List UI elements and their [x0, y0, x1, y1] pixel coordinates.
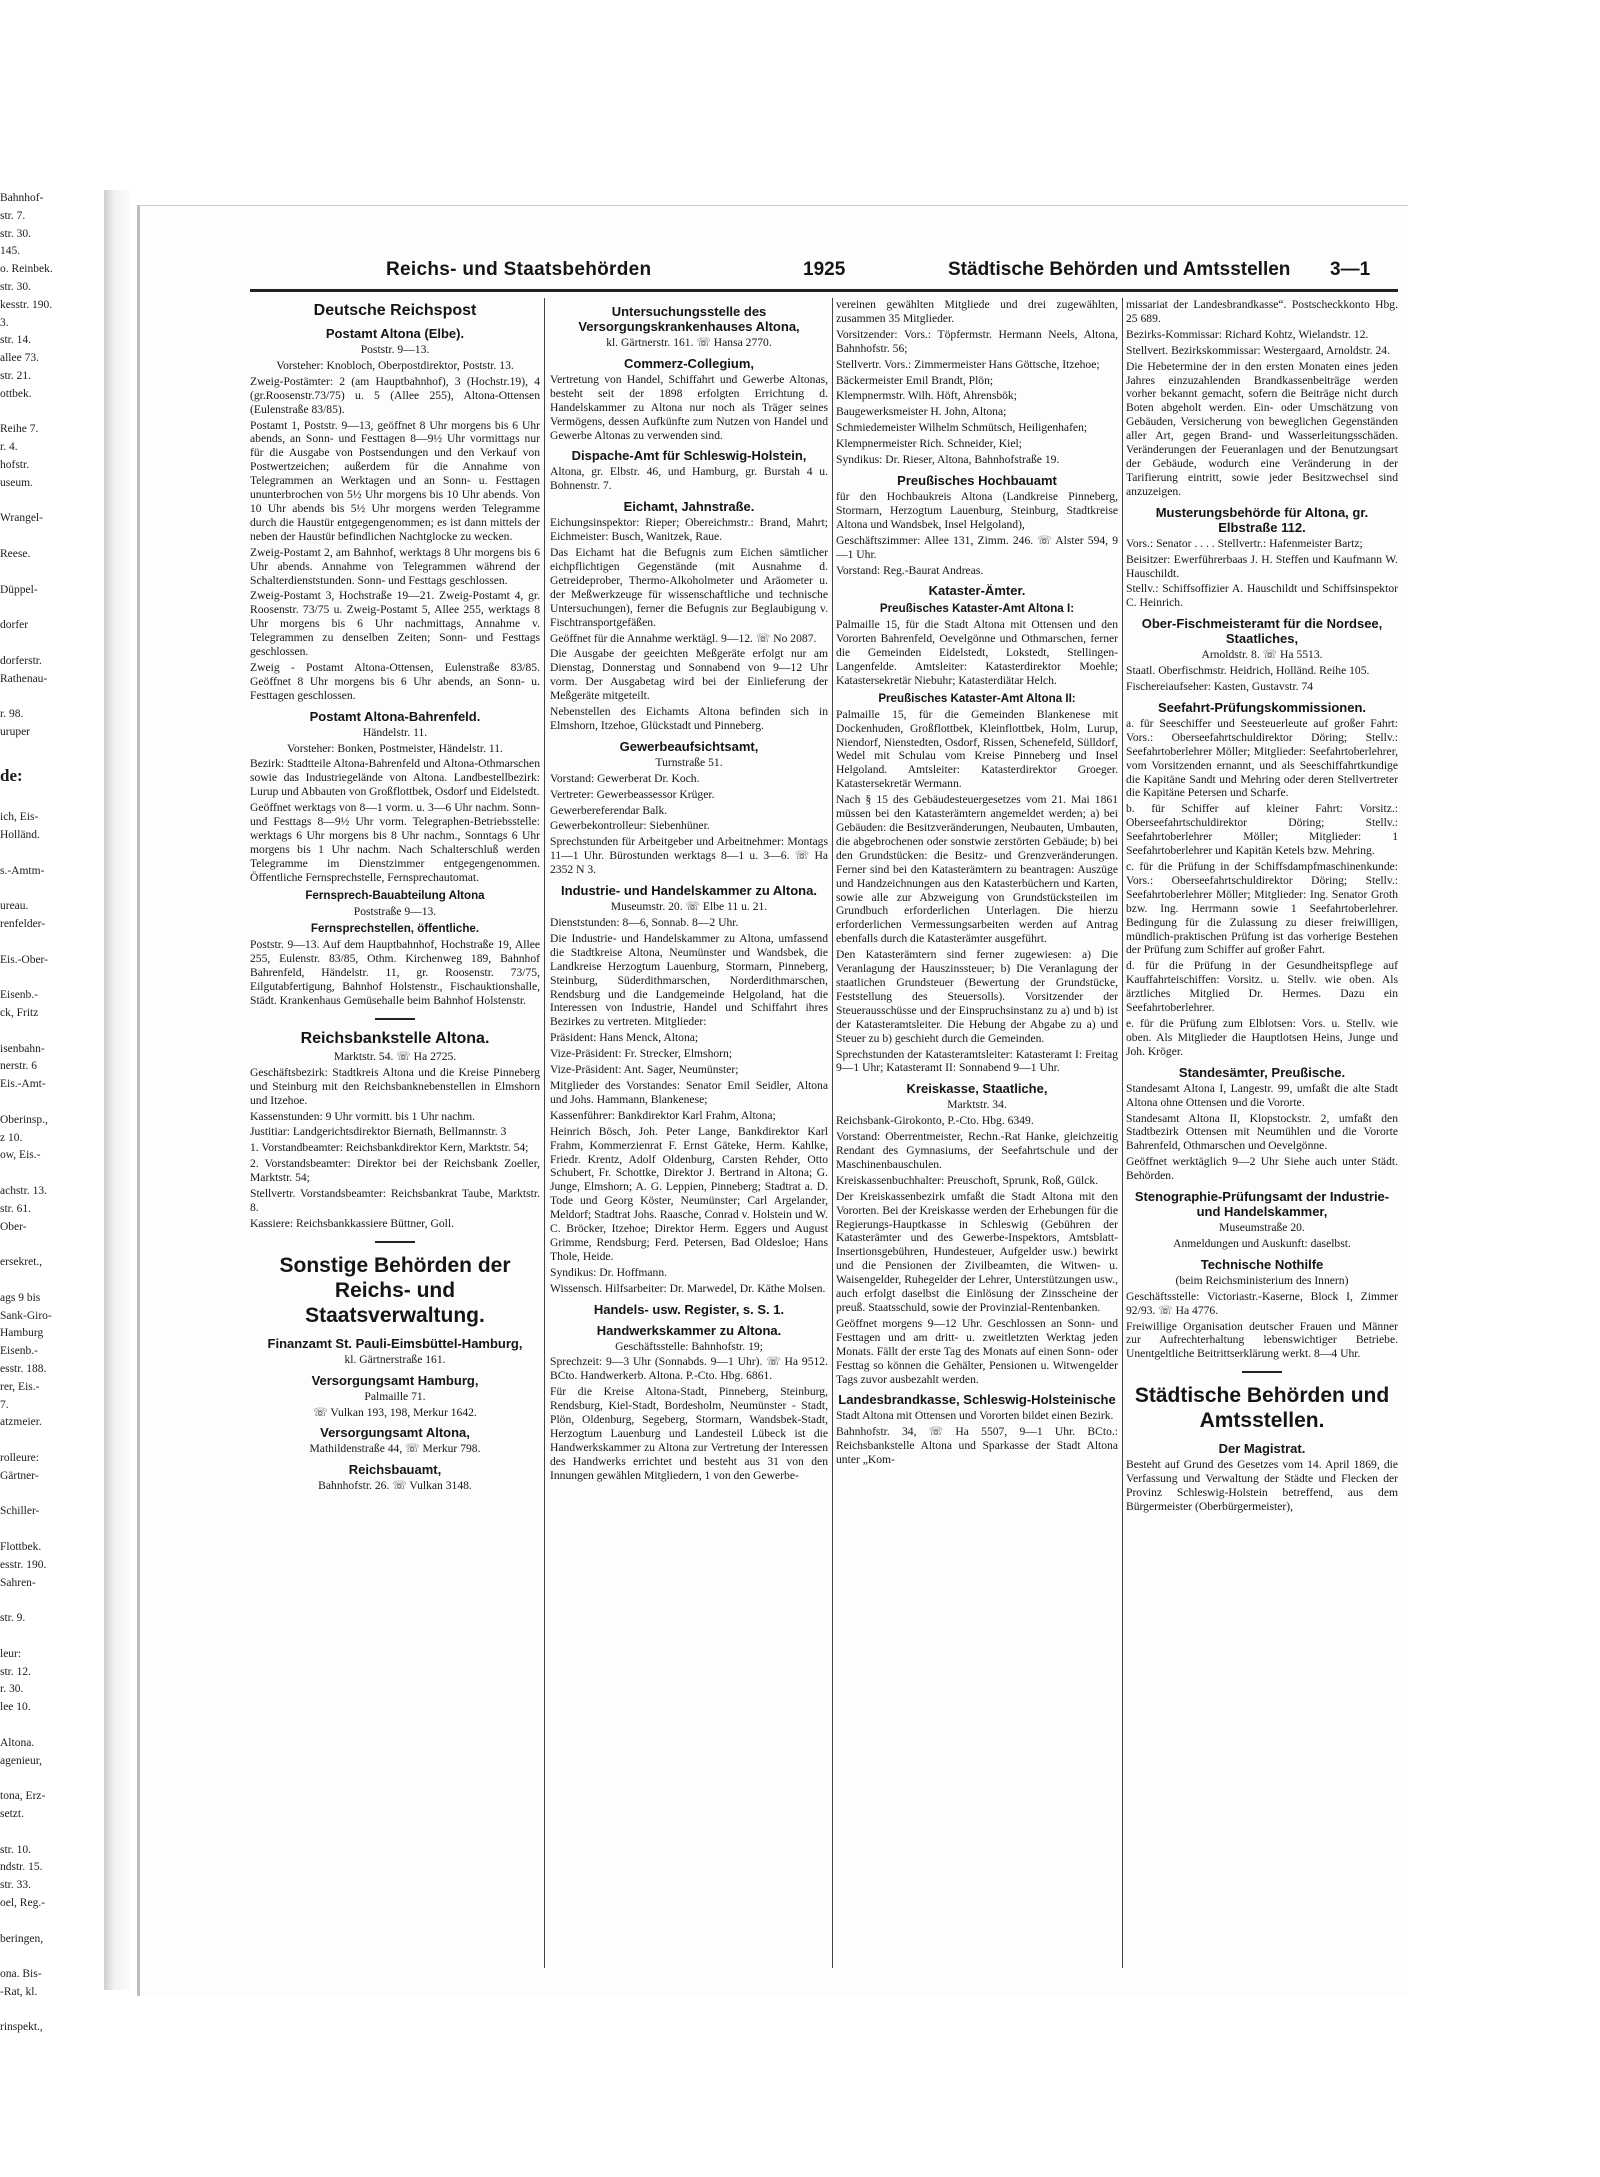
entry-text: Stellvertr. Vors.: Zimmermeister Hans Göttsche, Itzehoe; [836, 357, 1100, 371]
entry-text: Stellvertr. Vorstandsbeamter: Reichsbankrat Taube, Marktstr. 8. [250, 1187, 540, 1214]
entry-line: Vorsteher: Knobloch, Oberpostdirektor, Poststr. 13. [276, 358, 514, 372]
entry-line: Händelstr. 11. [362, 725, 428, 739]
fragment-line [0, 404, 130, 422]
fragment-line: Eisenb.- [0, 1345, 39, 1358]
column-3 [836, 298, 1118, 1968]
fragment-line: ich, Eis- [0, 811, 39, 824]
entry-heading: Preußisches Hochbauamt [897, 472, 1057, 488]
column-1 [250, 298, 540, 1968]
entry-text: Sprechstunden für Arbeitgeber und Arbeitnehmer: Montags 11—1 Uhr. Bürostunden werktags 8—1 u. 3—6. ☏ Ha 2352 N 3. [550, 835, 828, 877]
entry-text: Die Ausgabe der geeichten Meßgeräte erfolgt nur am Dienstag, Donnerstag und Sonnabend von 9—12 Uhr vorm. Der Ausgabetag wird bei der Einlieferung der Meßgeräte mitgeteilt. [550, 647, 828, 703]
fragment-line: Bahnhof- [0, 192, 44, 204]
column-divider [832, 298, 833, 1968]
entry-heading: Handels- usw. Register, s. S. 1. [593, 1301, 785, 1317]
fragment-line [0, 1272, 130, 1290]
entry-text: Vertretung von Handel, Schiffahrt und Gewerbe Altonas, besteht seit der 1898 erfolgten Errichtung d. Handelskammer zu Altona nur noch als Träger seines Vermögens, dessen Aufkünfte zum Nutzen von Handel und Gewerbe Altonas zu verwenden sind. [550, 372, 828, 442]
part-heading: Sonstige Behörden der Reichs- und Staatsverwaltung. [279, 1253, 511, 1327]
column-4 [1126, 298, 1398, 1968]
running-header [140, 206, 1408, 280]
entry-text: b. für Schiffer auf kleiner Fahrt: Vorsitz.: Oberseefahrtschuldirektor Döring; Stellv.: Seefahrtoberlehrer Möller; Mitglieder: 1 Seefahrtoberlehrer und Kapitän Ketels bzw. Mehring. [1126, 802, 1398, 858]
separator-rule [1242, 1371, 1282, 1373]
entry-heading: Musterungsbehörde für Altona, gr. Elbstraße 112. [1155, 504, 1369, 535]
entry-line: kl. Gärtnerstr. 161. ☏ Hansa 2770. [606, 336, 772, 349]
entry-heading: Der Magistrat. [1218, 1441, 1306, 1457]
entry-text: Eichungsinspektor: Rieper; Obereichmstr.: Brand, Mahrt; Eichmeister: Busch, Wanitzek, Raue. [550, 516, 828, 544]
entry-text: missariat der Landesbrandkasse“. Postscheckkonto Hbg. 25 689. [1126, 298, 1398, 325]
fragment-line: str. 33. [0, 1879, 31, 1892]
entry-heading: Postamt Altona-Bahrenfeld. [309, 708, 481, 724]
entry-text: Postamt 1, Poststr. 9—13, geöffnet 8 Uhr morgens bis 6 Uhr abends, an Sonn- und Festtagen 8—9½ Uhr vormittags nur für die Ausgabe von Postsendungen und den Verkauf von Postwertzeichen; außerdem für die Annahme von Telegrammen an Werktagen und an Sonn- u. Festtagen ununterbrochen von 5½ Uhr morgens bis 10 Uhr abends. Von 10 Uhr abends bis 5½ Uhr morgens werden Telegramme durch die Haustür entgegengenommen; es ist dann mittels der neben der Haustür befindlichen Nachtglocke zu wecken. [250, 418, 540, 543]
entry-heading: Commerz-Collegium, [623, 355, 754, 371]
part-heading: Städtische Behörden und Amtsstellen. [1134, 1384, 1390, 1433]
fragment-line: str. 21. [0, 369, 31, 382]
fragment-line [0, 688, 130, 706]
fragment-line: lee 10. [0, 1701, 31, 1714]
fragment-line [0, 1486, 130, 1504]
entry-text: Geöffnet werktags von 8—1 vorm. u. 3—6 Uhr nachm. Sonn- und Festtags 8—9½ Uhr vorm. Telegraphen-Betriebsstelle: werktags 6 Uhr morgens bis 8 Uhr nachm., Sonntags 6 Uhr morgens bis 1 Uhr nachm. Nach Schalterschluß werden Telegramme im Dienstzimmer entgegengenommen. Öffentliche Fernsprechstelle, Fernsprechautomat. [250, 801, 540, 884]
fragment-line: achstr. 13. [0, 1185, 47, 1198]
fragment-line: ottbek. [0, 387, 32, 400]
entry-text: Nach § 15 des Gebäudesteuergesetzes vom 21. Mai 1861 müssen bei den Katasterämtern angemeldet werden; a) bei Gebäuden: die Besitzveränderungen, Neubauten, Umbauten, die abgebrochenen oder sonstwie zerstörten Gebäude; b) bei den Grundstücken: die Besitz- und Grenzveränderungen. Ferner sind bei den Katasterämtern zu beantragen: Auszüge und Handzeichnungen aus den Katasterbüchern und Karten, sowie alle zur Abzweigung von Grundstücksteilen im Grundbuch erforderlichen Unterlagen. Die hierzu erforderlichen Vermessungsarbeiten werden auf Antrag ebenfalls durch die Katasterämter ausgeführt. [836, 793, 1118, 946]
fragment-line: Düppel- [0, 583, 38, 596]
entry-text: Standesamt Altona II, Klopstockstr. 2, umfaßt den Stadtbezirk Ottensen mit Neumühlen und die Vororte Bahrenfeld, Othmarschen und Oevelgönne. [1126, 1111, 1398, 1153]
header-right-title: Städtische Behörden und Amtsstellen [948, 259, 1291, 280]
entry-text: Gewerbereferendar Balk. [550, 803, 668, 817]
directory-page [137, 205, 1408, 1996]
entry-text: 1. Vorstandbeamter: Reichsbankdirektor Kern, Marktstr. 54; [250, 1141, 529, 1155]
entry-text: e. für die Prüfung zum Elblotsen: Vors. u. Stellv. wie oben. Als Mitglieder die Hauptlotsen Heins, Junge und Joh. Kröger. [1126, 1016, 1398, 1058]
fragment-line: rolleure: [0, 1451, 39, 1464]
entry-text: Poststr. 9—13. Auf dem Hauptbahnhof, Hochstraße 19, Allee 255, Eulenstr. 83/85, Othm. Kirchenweg 189, Bahnhof Bahrenfeld, Händelstr. 11, gr. Roosenstr. 73/75, Eilgutabfertigung, Bahnhof Holstenstr., Fischauktionshalle, Städt. Krankenhaus Gemüsehalle beim Bahnhof Holstenstr. [250, 938, 540, 1007]
fragment-line: Hamburg [0, 1327, 44, 1340]
entry-heading: Stenographie-Prüfungsamt der Industrie- und Handelskammer, [1134, 1189, 1390, 1220]
entry-text: Vors.: Senator . . . . Stellvertr.: Hafenmeister Bartz; [1126, 536, 1363, 550]
entry-text: Vorstand: Reg.-Baurat Andreas. [836, 563, 984, 577]
entry-heading: Kataster-Ämter. [928, 583, 1026, 599]
entry-text: Wissensch. Hilfsarbeiter: Dr. Marwedel, Dr. Käthe Molsen. [550, 1281, 826, 1295]
entry-text: Stellvert. Bezirkskommissar: Westergaard, Arnoldstr. 24. [1126, 343, 1390, 357]
entry-line: Bahnhofstr. 26. ☏ Vulkan 3148. [318, 1479, 472, 1493]
entry-line: ☏ Vulkan 193, 198, Merkur 1642. [313, 1405, 477, 1419]
entry-heading: Untersuchungsstelle des Versorgungskrankenhauses Altona, [578, 304, 800, 334]
fragment-line: str. 30. [0, 280, 31, 293]
entry-text: Die Hebetermine der in den ersten Monaten eines jeden Jahres einzuzahlenden Brandkassenbeiträge werden vorher bekannt gemacht, sofern die Beiträge nicht durch Boten abgeholt werden. Ein- oder Umschätzung von Gebäuden, Versicherung von beweglichen Gegenständen aller Art, gegen Brand- und Wasserleitungsschäden. Veränderungen der Feueranlagen und der Benutzungsart der Gebäude, wodurch eine Veränderung in der Tarifierung eintritt, sowie jeder Besitzwechsel sind anzuzeigen. [1126, 359, 1398, 498]
fragment-line: Flottbek. [0, 1540, 42, 1553]
entry-text: Geöffnet werktäglich 9—2 Uhr Siehe auch unter Städt. Behörden. [1126, 1155, 1398, 1183]
entry-text: Palmaille 15, für die Gemeinden Blankenese mit Dockenhuden, Großflottbek, Kleinflottbek, Holm, Lurup, Niendorf, Nienstedten, Osdorf, Rissen, Schenefeld, Sülldorf, Wedel mit Schulau vom Kreise Pinneberg und Insel Helgoland. Amtsleiter: Katasterdirektor Groeger. Katastersekretär Wermann. [836, 707, 1118, 791]
fragment-line: ags 9 bis [0, 1291, 41, 1304]
fragment-line: leur: [0, 1647, 22, 1660]
entry-text: Heinrich Bösch, Joh. Peter Lange, Bankdirektor Karl Frahm, Kommerzienrat F. Ernst Gäteke, Herm. Kahlke, Friedr. Krentz, Adolf Oldenburg, Carsten Rehder, Otto Schubert, Fr. Schottke, Direktor J. Bertrand in Altona; G. Junge, Elmshorn; A. G. Leppien, Pinneberg; Stadtrat a. D. Tode und Georg Köster, Neumünster; Carl Argelander, Meldorf; Stadtrat Johs. Raasche, Conrad v. Holstein und W. C. Bröcker, Itzehoe; Direktor Herm. Eggers und August Grimme, Rendsburg; Ferd. Petersen, Bad Oldesloe; Hans Thole, Heide. [550, 1124, 828, 1263]
entry-text: Reichsbank-Girokonto, P.-Cto. Hbg. 6349. [836, 1114, 1034, 1128]
fragment-line [0, 1717, 130, 1735]
fragment-line [0, 1094, 130, 1112]
entry-heading: Finanzamt St. Pauli-Eimsbüttel-Hamburg, [267, 1335, 523, 1351]
fragment-line [0, 1948, 130, 1966]
fragment-line: renfelder- [0, 918, 46, 931]
fragment-line: rinspekt., [0, 2021, 43, 2034]
entry-line: Vorsteher: Bonken, Postmeister, Händelstr. 11. [287, 741, 503, 755]
fragment-line [0, 792, 130, 810]
fragment-line: esstr. 190. [0, 1558, 47, 1571]
header-rule [250, 289, 1398, 292]
entry-text: Vorstand: Gewerberat Dr. Koch. [550, 771, 700, 785]
fragment-line: Gärtner- [0, 1469, 39, 1482]
fragment-line [0, 564, 130, 582]
fragment-line: agenieur, [0, 1754, 43, 1767]
entry-text: Zweig-Postamt 2, am Bahnhof, werktags 8 Uhr morgens bis 6 Uhr abends. Annahme von Telegrammen während der Schalterdienststunden. Sonn- und Festtags geschlossen. [250, 545, 540, 587]
fragment-line [0, 1824, 130, 1842]
fragment-line: ona. Bis- [0, 1968, 42, 1981]
fragment-line: 3. [0, 316, 9, 329]
fragment-line: Eis.-Ober- [0, 953, 48, 966]
entry-text: Dienststunden: 8—6, Sonnab. 8—2 Uhr. [550, 916, 739, 929]
entry-line: Marktstr. 54. ☏ Ha 2725. [333, 1049, 457, 1063]
entry-text: Vorstand: Oberrentmeister, Rechn.-Rat Hanke, gleichzeitig Rendant des Gymnasiums, der Seefahrtschule und der Maschinenbauschulen. [836, 1130, 1118, 1171]
entry-heading: Industrie- und Handelskammer zu Altona. [561, 883, 817, 899]
entry-text: a. für Seeschiffer und Seesteuerleute auf großer Fahrt: Vors.: Oberseefahrtschuldirektor Döring; Stellv.: Seefahrtoberlehrer Möller; Mitglieder: Seefahrtoberlehrer, vom Vorsitzenden ernannt, und als Seeschiffahrtkundige die Kapitäne Sandt und Mehring oder deren Stellvertreter die Kapitäne Petersen und Scharfe. [1126, 716, 1398, 800]
fragment-line [0, 1521, 130, 1539]
entry-text: Zweig-Postämter: 2 (am Hauptbahnhof), 3 (Hochstr.19), 4 (gr.Roosenstr.73/75) u. 5 (Allee 255), Altona-Ottensen (Eulenstraße 83/85). [250, 374, 540, 416]
fragment-line [0, 1913, 130, 1931]
fragment-line: Rathenau- [0, 672, 48, 685]
fragment-line: Ober- [0, 1220, 27, 1233]
fragment-line: setzt. [0, 1807, 24, 1820]
sub-heading: Preußisches Kataster-Amt Altona I: [879, 602, 1075, 616]
section-heading: Reichsbankstelle Altona. [300, 1029, 490, 1047]
fragment-line [0, 1023, 130, 1041]
fragment-line: str. 7. [0, 209, 26, 222]
entry-text: Justitiar: Landgerichtsdirektor Biernath, Bellmannstr. 3 [250, 1125, 507, 1139]
entry-line: Turnstraße 51. [655, 755, 723, 769]
header-left-title: Reichs- und Staatsbehörden [386, 259, 652, 280]
entry-text: Geschäftszimmer: Allee 131, Zimm. 246. ☏ Alster 594, 9—1 Uhr. [836, 533, 1118, 561]
entry-heading: Kreiskasse, Staatliche, [906, 1081, 1048, 1097]
entry-text: Kreiskassenbuchhalter: Preuschoft, Sprunk, Roß, Gülck. [836, 1173, 1099, 1187]
fragment-line: beringen, [0, 1932, 44, 1945]
fragment-line [0, 493, 130, 511]
entry-text: c. für die Prüfung in der Schiffsdampfmaschinenkunde: Vors.: Oberseefahrtschuldirektor Döring; Stellv.: Seefahrtoberlehrer Möller; Mitglieder: Ing. Senator Groth bzw. Ing. Herrmann sowie 1 Seefahrtoberlehrer. Bedingung für die Zulassung zu dieser freiwilligen, mündlich-praktischen Prüfung ist das vorherige Bestehen der Prüfung zum Schiffer auf großer Fahrt. [1126, 860, 1398, 957]
fragment-line: 145. [0, 245, 21, 258]
fragment-line: o. Reinbek. [0, 263, 53, 276]
fragment-line: z 10. [0, 1131, 23, 1144]
entry-heading: Technische Nothilfe [1200, 1256, 1324, 1272]
entry-text: Kassiere: Reichsbankkassiere Büttner, Goll. [250, 1216, 454, 1230]
entry-heading: Reichsbauamt, [348, 1462, 442, 1478]
fragment-line [0, 1770, 130, 1788]
fragment-line: allee 73. [0, 352, 39, 365]
fragment-line: ck, Fritz [0, 1007, 39, 1020]
entry-text: Vorsitzender: Vors.: Töpfermstr. Hermann Neels, Altona, Bahnhofstr. 56; [836, 327, 1118, 355]
entry-line: Geschäftsstelle: Bahnhofstr. 19; [615, 1339, 763, 1353]
entry-text: Stellv.: Schiffsoffizier A. Hauschildt und Schiffsinspektor C. Heinrich. [1126, 582, 1398, 610]
entry-heading: Seefahrt-Prüfungskommissionen. [1157, 699, 1367, 715]
entry-heading: Standesämter, Preußische. [1178, 1064, 1346, 1080]
entry-text: Geschäftsbezirk: Stadtkreis Altona und die Kreise Pinneberg und Steinburg mit den Reichsbanknebenstellen in Elmshorn und Itzehoe. [250, 1065, 540, 1107]
fragment-line: nerstr. 6 [0, 1060, 38, 1073]
column-divider [1122, 298, 1123, 1968]
entry-text: Der Kreiskassenbezirk umfaßt die Stadt Altona mit den Vororten. Bei der Kreiskasse werden der Erhebungen für die Regierungs-Hauptkasse in Schleswig (Gebühren der Katasterämter und des Gewerbe-Inspektors, Amtsblatt-Insertionsgebühren, Hundesteuer, Aufgelder usw.) bewirkt und die Pensionen der Zivilbeamten, die Witwen- u. Waisengelder, Ruhegelder der Lehrer, Unterstützungen usw., auch erfolgt daselbst die Einlösung der Zinsscheine der preuß. Staatsschuld, sowie der Provinzial-Rentenbanken. [836, 1189, 1118, 1314]
entry-text: Den Katasterämtern sind ferner zugewiesen: a) Die Veranlagung der Hauszinssteuer; b) Die Veranlagung der staatlichen Grundsteuer (Bewertung der Grundstücke, Feststellung des Steuersolls). Vorsitzender der Steuerausschüsse und der Einspruchsinstanz zu a) und b) ist der Katasteramtsleiter. Die Hebung der Abgabe zu a) und Steuer zu b) geschieht durch die Gemeinden. [836, 948, 1118, 1045]
entry-text: Nebenstellen des Eichamts Altona befinden sich in Elmshorn, Itzehoe, Glückstadt und Pinneberg. [550, 705, 828, 732]
entry-text: Die Industrie- und Handelskammer zu Altona, umfassend die Stadtkreise Altona, Neumünster und Wandsbek, die Landkreise Herzogtum Lauenburg, Stormarn, Pinneberg, Steinburg, Süderdithmarschen, Norderdithmarschen, Rendsburg und die Landgemeinde Helgoland, hat die Interessen von Industrie, Handel und Schiffahrt ihres Bezirkes zu vertreten. Mitglieder: [550, 931, 828, 1029]
fragment-line: str. 30. [0, 227, 31, 240]
fragment-line: de: [0, 765, 23, 785]
entry-text: Zweig - Postamt Altona-Ottensen, Eulenstraße 83/85. Geöffnet 8 Uhr morgens bis 6 Uhr abends, an Sonn- u. Festtagen geschlossen. [250, 660, 540, 702]
fragment-line [0, 1592, 130, 1610]
entry-text: Syndikus: Dr. Hoffmann. [550, 1265, 668, 1279]
fragment-line: Oberinsp., [0, 1113, 48, 1126]
fragment-line: str. 61. [0, 1202, 31, 1215]
entry-line: Museumstr. 20. ☏ Elbe 11 u. 21. [610, 900, 768, 914]
separator-rule [375, 1018, 415, 1020]
entry-text: d. für die Prüfung in der Gesundheitspflege auf Kauffahrteischiffen: Vorsitz. u. Stellv. wie oben. Als ärztliches Mitglied Dr. Hermes. Dazu ein Seefahrtoberlehrer. [1126, 959, 1398, 1015]
entry-heading: Postamt Altona (Elbe). [325, 326, 465, 341]
entry-text: Vize-Präsident: Fr. Strecker, Elmshorn; [550, 1047, 733, 1061]
entry-text: Kassenführer: Bankdirektor Karl Frahm, Altona; [550, 1108, 776, 1122]
fragment-line: s.-Amtm- [0, 864, 45, 877]
fragment-line [0, 1165, 130, 1183]
fragment-line [0, 599, 130, 617]
fragment-line: esstr. 188. [0, 1363, 47, 1375]
fragment-line [0, 742, 130, 760]
fragment-line: ersekret., [0, 1256, 43, 1269]
column-2 [550, 298, 828, 1968]
entry-heading: Dispache-Amt für Schleswig-Holstein, [571, 448, 807, 464]
entry-heading: Gewerbeaufsichtsamt, [619, 738, 759, 754]
fragment-line: Holländ. [0, 829, 40, 842]
fragment-line: Reihe 7. [0, 423, 39, 436]
fragment-line [0, 1628, 130, 1646]
entry-text: Sprechzeit: 9—3 Uhr (Sonnabds. 9—1 Uhr). ☏ Ha 9512. BCto. Handwerkerb. Altona. P.-Cto. Hbg. 6861. [550, 1355, 828, 1383]
fragment-line: Wrangel- [0, 512, 43, 525]
sub-heading: Preußisches Kataster-Amt Altona II: [878, 691, 1076, 705]
entry-line: Poststraße 9—13. [353, 904, 437, 918]
fragment-line: Schiller- [0, 1505, 40, 1518]
fragment-line: dorferstr. [0, 654, 42, 667]
entry-text: Bäckermeister Emil Brandt, Plön; [836, 373, 994, 387]
column-divider [544, 298, 545, 1968]
fragment-line: dorfer [0, 619, 29, 632]
fragment-line: Eisenb.- [0, 989, 39, 1002]
entry-text: Besteht auf Grund des Gesetzes vom 14. April 1869, die Verfassung und Verwaltung der Städte und Flecken der Provinz Schleswig-Holstein betreffend, aus dem Bürgermeister (Oberbürgermeister), [1126, 1458, 1398, 1513]
fragment-line: ow, Eis.- [0, 1149, 41, 1162]
entry-text: Vize-Präsident: Ant. Sager, Neumünster; [550, 1063, 739, 1077]
fragment-line [0, 528, 130, 546]
entry-line: Museumstraße 20. [1219, 1221, 1305, 1235]
entry-line: Marktstr. 34. [947, 1098, 1007, 1112]
fragment-line [0, 845, 130, 863]
entry-line: Palmaille 71. [364, 1389, 426, 1403]
entry-line: Arnoldstr. 8. ☏ Ha 5513. [1201, 648, 1323, 662]
entry-text: Palmaille 15, für die Stadt Altona mit Ottensen und den Vororten Bahrenfeld, Oevelgönne und Othmarschen, ferner die Gemeinden Eidelstedt, Lokstedt, Stellingen-Langenfelde. Amtsleiter: Katasterdirektor Moehle; Katastersekretär Niebuhr; Katasterdiätar Helch. [836, 618, 1118, 687]
entry-line: kl. Gärtnerstraße 161. [344, 1352, 446, 1366]
fragment-line: -Rat, kl. [0, 1985, 38, 1998]
sub-heading: Fernsprech-Bauabteilung Altona [305, 888, 485, 902]
entry-line: Mathildenstraße 44, ☏ Merkur 798. [309, 1442, 481, 1456]
fragment-line: r. 4. [0, 441, 18, 454]
entry-text: Freiwillige Organisation deutscher Frauen und Männer zur Aufrechterhaltung lebenswichtiger Betriebe. Unentgeltliche Beitrittserklärung werkt. 8—4 Uhr. [1126, 1319, 1398, 1361]
fragment-line: str. 9. [0, 1612, 26, 1625]
fragment-line: Sank-Giro- [0, 1309, 52, 1322]
entry-line: Anmeldungen und Auskunft: daselbst. [1173, 1236, 1351, 1250]
entry-heading: Landesbrandkasse, Schleswig-Holsteinische [838, 1392, 1116, 1408]
entry-text: Stadt Altona mit Ottensen und Vororten bildet einen Bezirk. [836, 1409, 1114, 1423]
fragment-line: isenbahn- [0, 1042, 45, 1055]
entry-line: (beim Reichsministerium des Innern) [1175, 1273, 1349, 1287]
fragment-line: Sahren- [0, 1576, 36, 1589]
fragment-line [0, 1432, 130, 1450]
fragment-line: uruper [0, 725, 31, 738]
entry-text: Schmiedemeister Wilhelm Schmütsch, Heiligenhafen; [836, 421, 1088, 435]
fragment-line: 7. [0, 1398, 9, 1411]
entry-heading: Versorgungsamt Altona, [320, 1425, 470, 1441]
entry-text: Syndikus: Dr. Rieser, Altona, Bahnhofstraße 19. [836, 453, 1060, 467]
fragment-line: str. 14. [0, 334, 31, 347]
fragment-line: r. 30. [0, 1683, 24, 1696]
entry-text: Das Eichamt hat die Befugnis zum Eichen sämtlicher eichpflichtigen Gegenstände (mit Ausnahme d. Getreideprober, Thermo-Alkoholmeter und Aräometer u. der Meßwerkzeuge für wissenschaftliche und technische Untersuchungen), ferner die Befugnis zur Beglaubigung v. Fischtransportgefäßen. [550, 546, 828, 629]
fragment-line: tona, Erz- [0, 1790, 46, 1803]
fragment-line [0, 934, 130, 952]
section-heading: Deutsche Reichspost [313, 302, 477, 319]
entry-text: Präsident: Hans Menck, Altona; [550, 1031, 699, 1045]
entry-text: Fischereiaufseher: Kasten, Gustavstr. 74 [1126, 680, 1314, 694]
fragment-line: Eis.-Amt- [0, 1078, 46, 1091]
entry-text: Bezirks-Kommissar: Richard Kohtz, Wielandstr. 12. [1126, 327, 1369, 341]
fragment-line: hofstr. [0, 458, 30, 471]
entry-text: für den Hochbaukreis Altona (Landkreise Pinneberg, Stormarn, Herzogtum Lauenburg, Steinburg, Stadtkreise Altona und Wandsbek, Insel Helgoland), [836, 489, 1118, 531]
fragment-line: atzmeier. [0, 1416, 42, 1429]
header-year: 1925 [803, 259, 846, 280]
entry-text: 2. Vorstandsbeamter: Direktor bei der Reichsbank Zoeller, Marktstr. 54; [250, 1157, 540, 1185]
entry-text: Staatl. Oberfischmstr. Heidrich, Holländ. Reihe 105. [1126, 664, 1370, 678]
fragment-line [0, 635, 130, 653]
previous-page-fragment [0, 190, 130, 2034]
fragment-line: str. 12. [0, 1665, 31, 1678]
entry-text: Zweig-Postamt 3, Hochstraße 19—21. Zweig-Postamt 4, gr. Roosenstr. 73/75 u. Zweig-Postamt 5, Allee 255, werktags 8 Uhr morgens bis 6 Uhr nachmittags, Annahme v. Telegrammen zu denselben Zeiten; Sonn- und Festtags geschlossen. [250, 589, 540, 659]
entry-text: Sprechstunden der Katasteramtsleiter: Katasteramt I: Freitag 9—1 Uhr; Katasteramt II: Sonnabend 9—1 Uhr. [836, 1047, 1118, 1075]
entry-text: Gewerbekontrolleur: Siebenhüner. [550, 819, 710, 833]
entry-text: Klempnermstr. Wilh. Höft, Ahrensbök; [836, 389, 1017, 403]
entry-text: Bahnhofstr. 34, ☏ Ha 5507, 9—1 Uhr. BCto.: Reichsbankstelle Altona und Sparkasse der Stadt Altona unter „Kom- [836, 1425, 1118, 1467]
fragment-line: ureau. [0, 900, 29, 913]
entry-heading: Eichamt, Jahnstraße. [623, 499, 755, 515]
entry-text: Klempnermeister Rich. Schneider, Kiel; [836, 437, 1022, 451]
fragment-line [0, 1236, 130, 1254]
fragment-line [0, 880, 130, 898]
entry-text: Bezirk: Stadtteile Altona-Bahrenfeld und Altona-Othmarschen sowie das Industriegelände von Altona. Landbestellbezirk: Lurup und Abbauten von Großflottbek, Osdorf und Eidelstedt. [250, 757, 540, 799]
entry-line: Poststr. 9—13. [360, 343, 430, 356]
entry-text: Baugewerksmeister H. John, Altona; [836, 405, 1007, 419]
fragment-line: useum. [0, 476, 33, 489]
sub-heading: Fernsprechstellen, öffentliche. [310, 922, 480, 936]
entry-heading: Handwerkskammer zu Altona. [596, 1322, 782, 1338]
fragment-line: kesstr. 190. [0, 298, 53, 311]
fragment-line [0, 969, 130, 987]
page-number: 3—1 [1330, 259, 1371, 280]
entry-heading: Ober-Fischmeisteramt für die Nordsee, Staatliches, [1141, 616, 1383, 647]
entry-text: vereinen gewählten Mitgliede und drei zugewählten, zusammen 35 Mitglieder. [836, 298, 1118, 325]
entry-text: Kassenstunden: 9 Uhr vormitt. bis 1 Uhr nachm. [250, 1109, 476, 1123]
fragment-line: Reese. [0, 547, 31, 560]
entry-text: Mitglieder des Vorstandes: Senator Emil Seidler, Altona und Johs. Hammann, Blankenese; [550, 1078, 828, 1106]
entry-heading: Versorgungsamt Hamburg, [311, 1372, 479, 1388]
entry-text: Vertreter: Gewerbeassessor Krüger. [550, 787, 715, 801]
separator-rule [375, 1241, 415, 1243]
entry-text: Geöffnet für die Annahme werktägl. 9—12. ☏ No 2087. [550, 631, 817, 645]
entry-text: Standesamt Altona I, Langestr. 99, umfaßt die alte Stadt Altona ohne Ottensen und die Vororte. [1126, 1081, 1398, 1109]
fragment-line: Altona. [0, 1736, 35, 1749]
entry-text: Für die Kreise Altona-Stadt, Pinneberg, Steinburg, Rendsburg, Kiel-Stadt, Bordesholm, Neumünster - Stadt, Plön, Oldenburg, Segeberg, Stormarn, Wandsbek-Stadt, Herzogtum Lauenburg und Landesteil Lübeck ist die Handwerkskammer zu Altona zur Vertretung der Interessen des Handwerks errichtet und besteht aus 31 von den Innungen gewählen Mitgliedern, 1 von den Gewerbe- [550, 1385, 828, 1482]
fragment-line: oel, Reg.- [0, 1896, 46, 1909]
fragment-line: ndstr. 15. [0, 1861, 43, 1874]
fragment-line: r. 98. [0, 708, 24, 721]
entry-text: Altona, gr. Elbstr. 46, und Hamburg, gr. Burstah 4 u. Bohnenstr. 7. [550, 465, 828, 493]
entry-text: Geöffnet morgens 9—12 Uhr. Geschlossen an Sonn- und Festtagen und am dritt- u. zweitletzten Werktag jeden Monats. Fällt der erste Tag des Monats auf einen Sonn- oder Festtag so können die Gehälter, Pensionen u. Witwengelder Tags zuvor ausbezahlt werden. [836, 1316, 1118, 1386]
entry-text: Geschäftsstelle: Victoriastr.-Kaserne, Block I, Zimmer 92/93. ☏ Ha 4776. [1126, 1289, 1398, 1317]
fragment-line [0, 2002, 130, 2020]
entry-text: Beisitzer: Ewerführerbaas J. H. Steffen und Kaufmann W. Hauschildt. [1126, 552, 1398, 580]
fragment-line: rer, Eis.- [0, 1380, 40, 1393]
fragment-line: str. 10. [0, 1843, 31, 1856]
